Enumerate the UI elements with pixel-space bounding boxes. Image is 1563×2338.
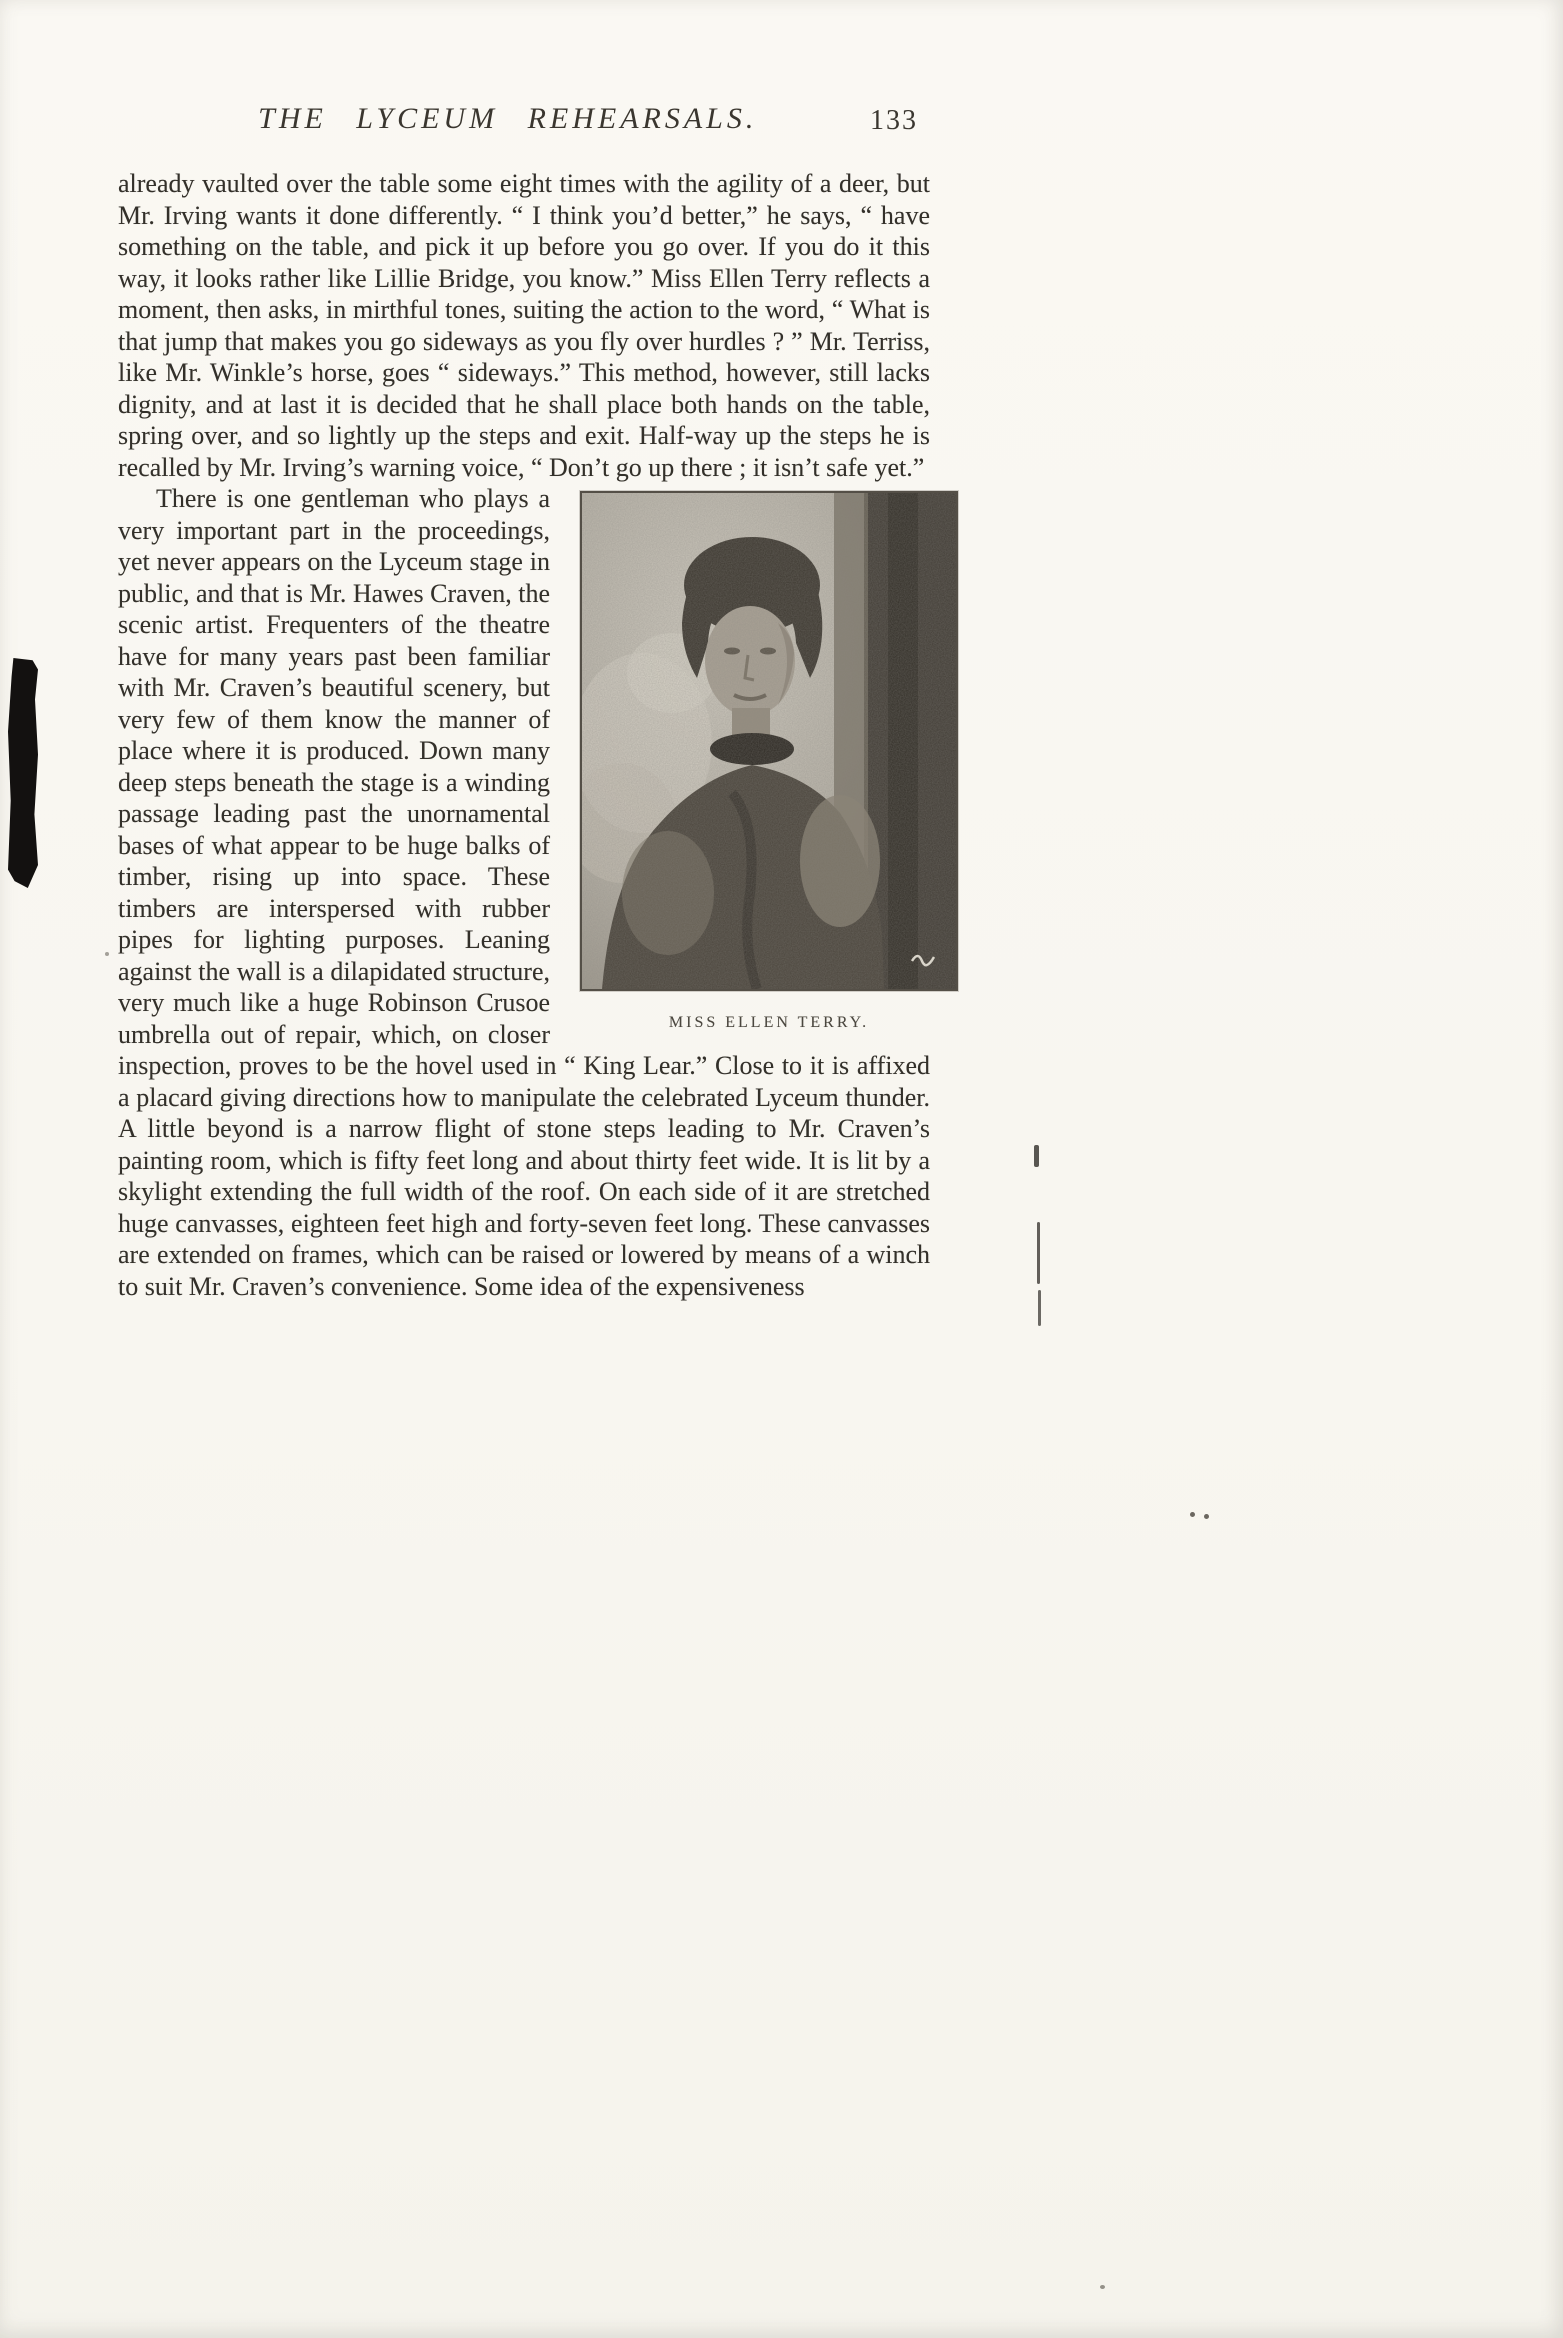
ellen-terry-figure (580, 491, 958, 1039)
scan-speck (1100, 2285, 1105, 2289)
page-content (118, 102, 930, 1302)
paragraph-hawes-craven: There is one gentleman who plays a very important part in the proceedings, yet never appears on the Lyceum stage in public, and that is Mr. Hawes Craven, the scenic artist. Frequenters of the theatre have for many years past been familiar with Mr. Craven’s beautiful scenery, but very few of them know the manner of place where it is produced. Down many deep steps beneath the stage is a winding passage leading past the unornamental bases of what appear to be huge balks of timber, rising up into space. These timbers are interspersed with rubber pipes for lighting purposes. Leaning against the wall is a dilapidated structure, very much like a huge Robinson Crusoe umbrella out of repair, which, on closer inspection, proves to be the hovel used in “ King Lear.” Close to it is affixed a placard giving directions how to manipulate the celebrated Lyceum thunder. A little beyond is a narrow flight of stone steps leading to Mr. Craven’s painting room, which is fifty feet long and about thirty feet wide. It is lit by a skylight extending the full width of the roof. On each side of it are stretched huge canvasses, eighteen feet high and forty-seven feet long. These canvasses are extended on frames, which can be raised or lowered by means of a winch to suit Mr. Craven’s convenience. Some idea of the expensiveness (118, 484, 930, 1301)
portrait-halftone-artwork (582, 493, 956, 989)
scan-streak (1037, 1222, 1040, 1284)
page-number: 133 (870, 105, 918, 136)
scan-speck (105, 952, 109, 956)
scan-streak (1034, 1145, 1039, 1167)
body-text (118, 168, 930, 1302)
scan-speck (1190, 1512, 1195, 1517)
paragraph-rehearsal-anecdote: already vaulted over the table some eight times with the agility of a deer, but Mr. Irving wants it done differently. “ I think you’d better,” he says, “ have something on the table, and pick it up before you go over. If you do it this way, it looks rather like Lillie Bridge, you know.” Miss Ellen Terry reflects a moment, then asks, in mirthful tones, suiting the action to the word, “ What is that jump that makes you go sideways as you fly over hurdles ? ” Mr. Terriss, like Mr. Winkle’s horse, goes “ sideways.” This method, however, still lacks dignity, and at last it is decided that he shall place both hands on the table, spring over, and so lightly up the steps and exit. Half-way up the steps he is recalled by Mr. Irving’s warning voice, “ Don’t go up there ; it isn’t safe yet.” (118, 169, 930, 482)
photo-caption: MISS ELLEN TERRY. (668, 1014, 870, 1031)
page-title: THE LYCEUM REHEARSALS. (258, 102, 758, 135)
ink-smudge-left-margin (8, 658, 38, 888)
running-header (118, 102, 930, 144)
scan-streak (1038, 1290, 1041, 1326)
ellen-terry-portrait-photo (580, 491, 958, 991)
